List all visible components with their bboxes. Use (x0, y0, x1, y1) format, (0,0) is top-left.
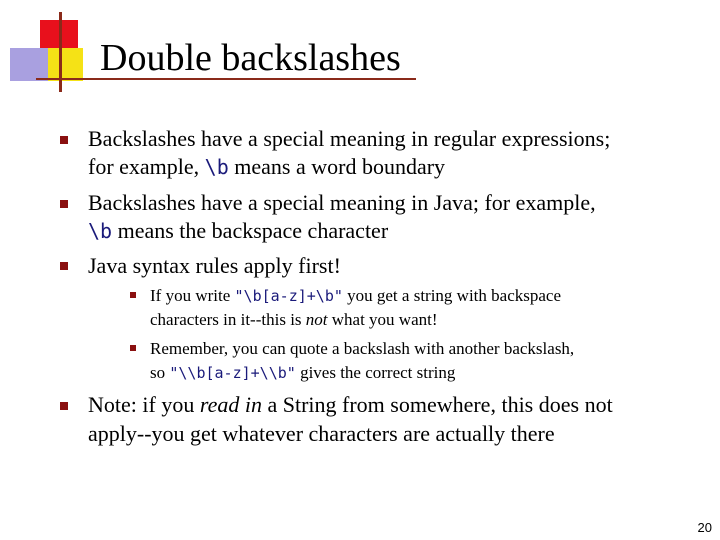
sub-bullet-2-line-1: Remember, you can quote a backslash with another backslash, (150, 339, 575, 358)
vertical-rule (59, 12, 62, 92)
sub-bullet-1-line-1: If you write "\b[a-z]+\b" you get a string with backspace (150, 286, 561, 305)
bullet-2-line-2: \b means the backspace character (88, 218, 389, 243)
bullet-1-line-2: for example, \b means a word boundary (88, 154, 446, 179)
bullet-2-line-1: Backslashes have a special meaning in Java; for example, (88, 190, 596, 215)
bullet-4-line-2: apply--you get whatever characters are actually there (88, 421, 555, 446)
bullet-3-line-1: Java syntax rules apply first! (88, 253, 341, 278)
bullet-marker (60, 200, 68, 208)
bullet-marker (60, 402, 68, 410)
code-snippet: \b (204, 155, 229, 179)
code-snippet: \b (88, 219, 113, 243)
sub-bullet-2-line-2: so "\\b[a-z]+\\b" gives the correct string (150, 363, 456, 382)
code-snippet: "\\b[a-z]+\\b" (169, 364, 296, 382)
sub-bullet-marker (130, 345, 136, 351)
code-snippet: "\b[a-z]+\b" (234, 287, 343, 305)
sub-bullet-marker (130, 292, 136, 298)
page-number: 20 (697, 520, 712, 535)
bullet-marker (60, 262, 68, 270)
bullet-4-line-1: Note: if you read in a String from somewhere, this does not (88, 392, 613, 417)
sub-bullet-1-line-2: characters in it--this is not what you want! (150, 310, 438, 329)
bullet-1-line-1: Backslashes have a special meaning in regular expressions; (88, 126, 611, 151)
bullet-marker (60, 136, 68, 144)
yellow-square-decoration (48, 48, 83, 81)
purple-square-decoration (10, 48, 48, 81)
slide-title: Double backslashes (100, 37, 401, 79)
